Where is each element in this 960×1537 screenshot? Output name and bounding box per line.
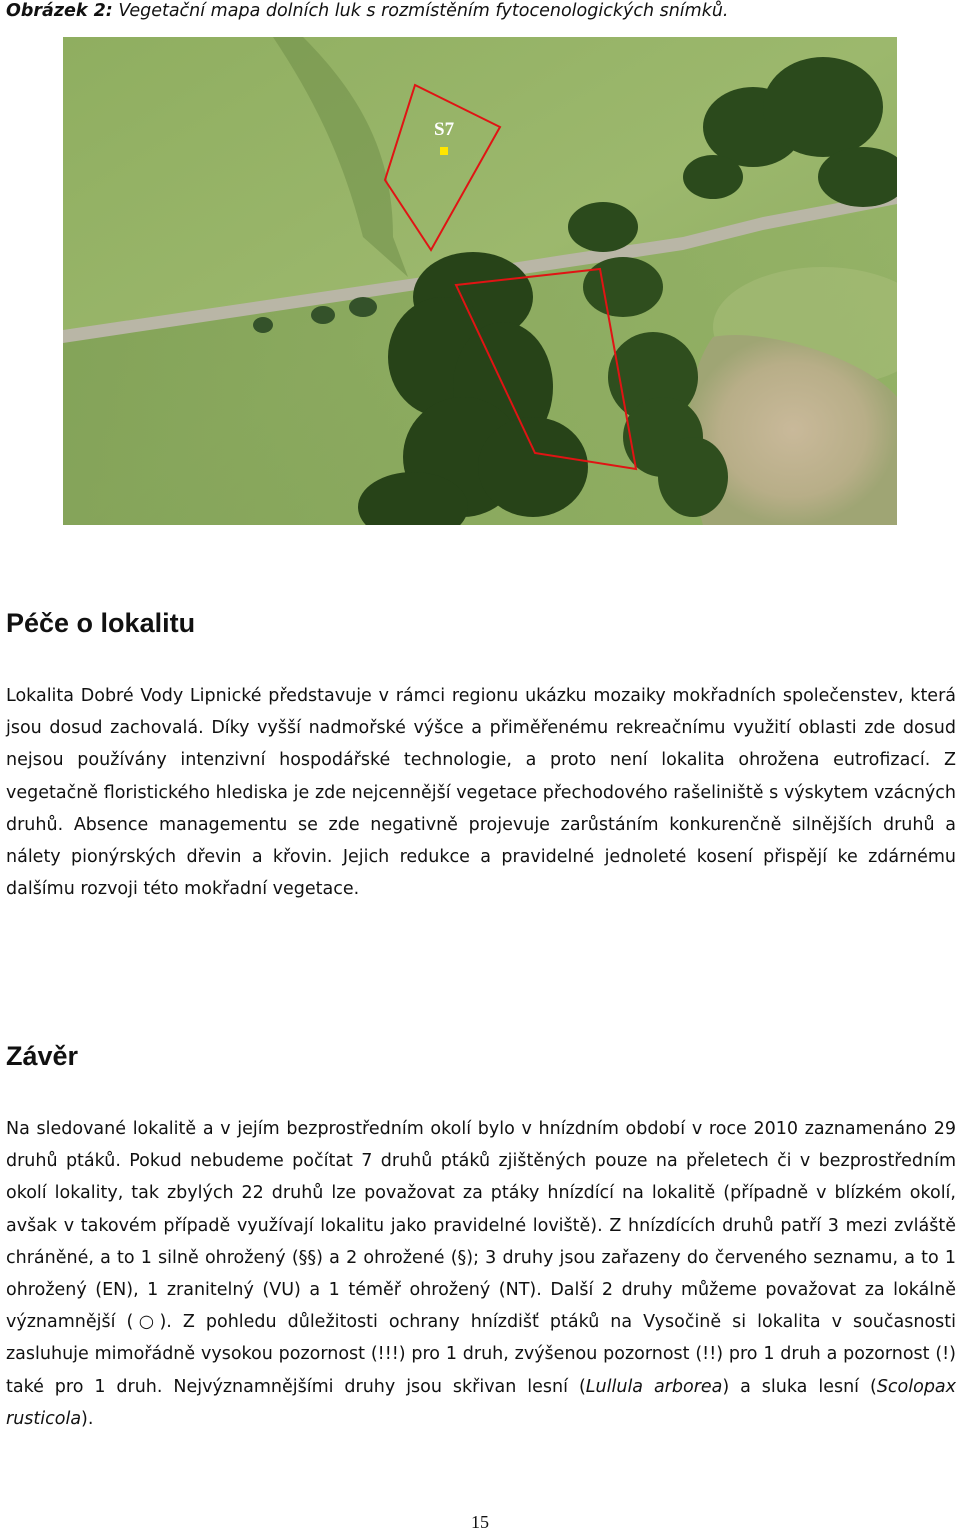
species-name-lullula: Lullula arborea (585, 1376, 723, 1397)
paragraph-zaver-text-a: Na sledované lokalitě a v jejím bezprostředním okolí bylo v hnízdním období v roce 2010 zaznamenáno 29 druhů ptáků. Pokud nebudeme počítat 7 druhů ptáků zjištěných pouze na přeletech či v bezprostředním okolí lokality, tak zbylých 22 druhů lze považovat za ptáky hnízdící na lokalitě (případně v blízkém okolí, avšak v takovém případě využívají lokalitu jako pravidelné loviště). Z hnízdících druhů patří 3 mezi zvláště chráněné, a to 1 silně ohrožený (§§) a 2 ohrožené (§); 3 druhy jsou zařazeny do červeného seznamu, a to 1 ohrožený (EN), 1 zranitelný (VU) a 1 téměř ohrožený (NT). Další 2 druhy můžeme považovat za lokálně významnější (○). Z pohledu důležitosti ochrany hnízdišť ptáků na Vysočině si lokalita v současnosti zasluhuje mimořádně vysokou pozornost (!!!) pro 1 druh, zvýšenou pozornost (!!) pro 1 druh a pozornost (!) také pro 1 druh. Nejvýznamnějšími druhy jsou skřivan lesní ( (6, 1119, 956, 1397)
paragraph-zaver-text-c: ). (81, 1408, 94, 1429)
page-number: 15 (471, 1512, 489, 1532)
figure-caption (6, 0, 946, 22)
figure-caption-label: Obrázek 2: (6, 1, 113, 21)
plot-label-s7: S7 (434, 119, 455, 140)
plot-marker-s7 (440, 147, 448, 155)
paragraph-zaver-text-b: ) a sluka lesní ( (722, 1376, 877, 1397)
figure-caption-text: Vegetační mapa dolních luk s rozmístěním fytocenologických snímků. (112, 1, 729, 21)
section-heading-zaver: Závěr (6, 1041, 79, 1071)
paragraph-pece: Lokalita Dobré Vody Lipnické představuje v rámci regionu ukázku mozaiky mokřadních společenstev, která jsou dosud zachovalá. Díky vyšší nadmořské výšce a přiměřenému rekreačnímu využití oblasti zde dosud nejsou používány intenzivní hospodářské technologie, a proto není lokalita ohrožena eutrofizací. Z vegetačně floristického hlediska je zde nejcennější vegetace přechodového rašeliniště s výskytem vzácných druhů. Absence managementu se zde negativně projevuje zarůstáním konkurenčně silnějších druhů a nálety pionýrských dřevin a křovin. Jejich redukce a pravidelné jednoleté kosení přispějí ke zdárnému dalšímu rozvoji této mokřadní vegetace. (6, 686, 956, 900)
paragraph-zaver (6, 1113, 956, 1435)
species-name-scolopax: Scolopax rusticola (6, 1376, 957, 1429)
section-heading-pece: Péče o lokalitu (6, 608, 196, 638)
vegetation-map-aerial-photo (63, 37, 897, 525)
